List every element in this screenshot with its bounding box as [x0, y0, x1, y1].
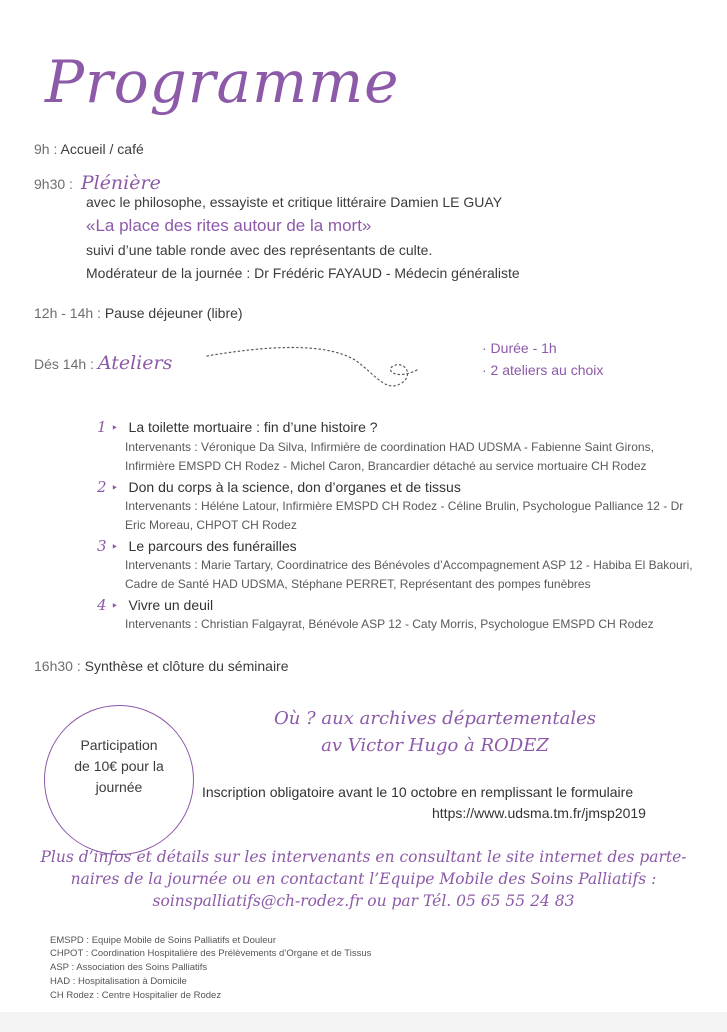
legend-item: HAD : Hospitalisation à Domicile	[50, 976, 187, 987]
atelier-number: 1	[97, 418, 107, 436]
lieu-line1: Où ? aux archives départementales	[273, 708, 597, 729]
infos-line1: Plus d’infos et détails sur les intervenants en consultant le site internet des parte-	[40, 848, 687, 866]
atelier-intervenants: Intervenants : Véronique Da Silva, Infirmière de coordination HAD UDSMA - Fabienne Saint Girons, Infirmière EMSPD CH Rodez - Michel Caron, Brancardier détaché au service mortuaire CH Rodez	[125, 440, 654, 473]
schedule-pleniere	[34, 172, 161, 194]
participation-line: journée	[95, 779, 143, 795]
legend-item: CH Rodez : Centre Hospitalier de Rodez	[50, 990, 222, 1001]
ateliers-label: Ateliers	[97, 352, 173, 374]
atelier-number: 4	[97, 596, 107, 614]
ateliers-note-duree: · Durée - 1h	[482, 340, 557, 356]
schedule-text: Accueil / café	[60, 141, 144, 157]
atelier-intervenants: Intervenants : Héléne Latour, Infirmière EMSPD CH Rodez - Céline Brulin, Psychologue Palliance 12 - Dr Eric Moreau, CHPOT CH Rodez	[125, 499, 684, 532]
lieu-line2: av Victor Hugo à RODEZ	[321, 735, 549, 756]
inscription-text: Inscription obligatoire avant le 10 octobre en remplissant le formulaire	[202, 784, 634, 800]
time-label: Dés 14h :	[34, 356, 94, 372]
triangle-bullet-icon: ‣	[111, 421, 119, 435]
triangle-bullet-icon: ‣	[111, 481, 119, 495]
page-title: Programme	[45, 48, 400, 116]
time-label: 16h30 :	[34, 658, 81, 674]
atelier-number: 2	[97, 478, 107, 496]
infos-line2: naires de la journée ou en contactant l’Equipe Mobile des Soins Palliatifs :	[70, 870, 657, 888]
schedule-pause	[34, 305, 243, 321]
triangle-bullet-icon: ‣	[111, 540, 119, 554]
pleniere-speaker: avec le philosophe, essayiste et critique littéraire Damien LE GUAY	[86, 194, 503, 210]
pleniere-quote: «La place des rites autour de la mort»	[86, 216, 372, 235]
atelier-title: Don du corps à la science, don d’organes et de tissus	[128, 479, 461, 495]
schedule-text: Pause déjeuner (libre)	[104, 305, 243, 321]
atelier-title: Vivre un deuil	[128, 597, 214, 613]
schedule-synthese	[34, 658, 289, 674]
atelier-intervenants: Intervenants : Marie Tartary, Coordinatrice des Bénévoles d’Accompagnement ASP 12 - Habiba El Bakouri, Cadre de Santé HAD UDSMA, Stéphane PERRET, Représentant des pompes funèbres	[125, 558, 693, 591]
pleniere-label: Plénière	[80, 172, 161, 194]
triangle-bullet-icon: ‣	[111, 599, 119, 613]
schedule-ateliers	[34, 352, 172, 374]
footer-band	[0, 1012, 727, 1032]
schedule-text: Synthèse et clôture du séminaire	[84, 658, 289, 674]
participation-line: Participation	[80, 737, 158, 753]
time-label: 12h - 14h :	[34, 305, 101, 321]
atelier-item	[97, 596, 213, 615]
time-label: 9h30 :	[34, 176, 73, 192]
atelier-intervenants: Intervenants : Christian Falgayrat, Bénévole ASP 12 - Caty Morris, Psychologue EMSPD CH Rodez	[125, 617, 654, 631]
participation-line: de 10€ pour la	[74, 758, 164, 774]
time-label: 9h :	[34, 141, 58, 157]
atelier-title: Le parcours des funérailles	[128, 538, 297, 554]
infos-contact[interactable]: soinspalliatifs@ch-rodez.fr ou par Tél. 05 65 55 24 83	[152, 892, 575, 910]
schedule-accueil	[34, 141, 144, 157]
ateliers-note-choix: · 2 ateliers au choix	[482, 362, 604, 378]
pleniere-moderateur: Modérateur de la journée : Dr Frédéric FAYAUD - Médecin généraliste	[86, 265, 520, 281]
dotted-swirl-decoration	[205, 340, 425, 400]
atelier-title: La toilette mortuaire : fin d’une histoire ?	[128, 419, 378, 435]
atelier-number: 3	[97, 537, 107, 555]
atelier-item	[97, 478, 461, 497]
atelier-item	[97, 418, 378, 437]
legend-item: EMSPD : Equipe Mobile de Soins Palliatifs et Douleur	[50, 935, 277, 946]
inscription-url[interactable]: https://www.udsma.tm.fr/jmsp2019	[432, 805, 646, 821]
legend-item: ASP : Association des Soins Palliatifs	[50, 962, 208, 973]
atelier-item	[97, 537, 297, 556]
legend-item: CHPOT : Coordination Hospitalière des Prélèvements d’Organe et de Tissus	[50, 948, 372, 959]
pleniere-table-ronde: suivi d’une table ronde avec des représentants de culte.	[86, 242, 433, 258]
